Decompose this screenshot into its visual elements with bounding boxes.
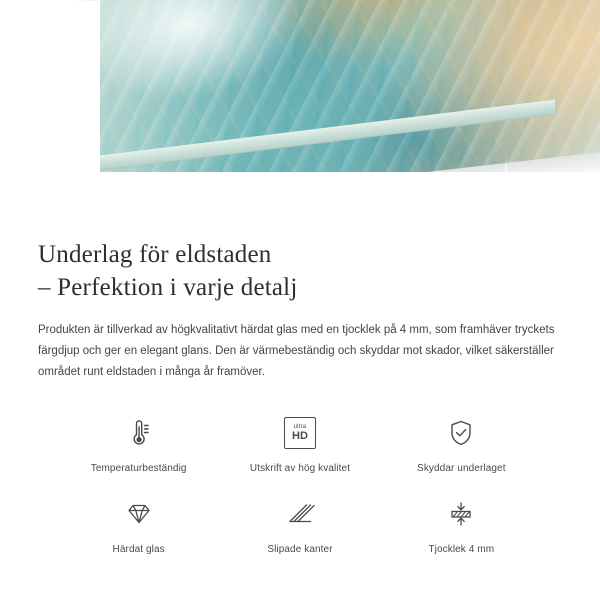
feature-label: Slipade kanter — [267, 544, 333, 555]
content-block — [0, 212, 600, 555]
feature-item-thickness — [381, 492, 542, 555]
polished-edges-icon — [277, 492, 323, 536]
shield-check-icon — [438, 411, 484, 455]
hero-mask-bottom — [0, 172, 600, 212]
diamond-icon — [116, 492, 162, 536]
feature-item-temperature — [58, 411, 219, 474]
hero-image — [0, 0, 600, 212]
ultra-hd-badge-top: ultra — [293, 424, 307, 430]
feature-item-tempered-glass — [58, 492, 219, 555]
feature-label: Härdat glas — [112, 544, 165, 555]
feature-grid — [38, 411, 562, 555]
feature-label: Skyddar underlaget — [417, 463, 506, 474]
page-title — [38, 238, 562, 304]
body-paragraph: Produkten är tillverkad av högkvalitativt härdat glas med en tjocklek på 4 mm, som framhäver tryckets färgdjup och ger en elegant glans. Den är värmebeständig och skyddar mot skador, vilket säkerställer området runt eldstaden i många år framöver. — [38, 324, 555, 378]
feature-label: Utskrift av hög kvalitet — [249, 463, 351, 474]
feature-label: Temperaturbeständig — [90, 463, 187, 474]
feature-item-polished-edges — [219, 492, 380, 555]
headline-line-2: – Perfektion i varje detalj — [38, 274, 298, 301]
feature-item-print-quality — [219, 411, 380, 474]
thermometer-icon — [116, 411, 162, 455]
thickness-icon — [438, 492, 484, 536]
headline-line-1: Underlag för eldstaden — [38, 241, 272, 268]
feature-item-protection — [381, 411, 542, 474]
ultra-hd-icon — [277, 411, 323, 455]
feature-label: Tjocklek 4 mm — [428, 544, 495, 555]
ultra-hd-badge-bottom: HD — [292, 430, 308, 442]
